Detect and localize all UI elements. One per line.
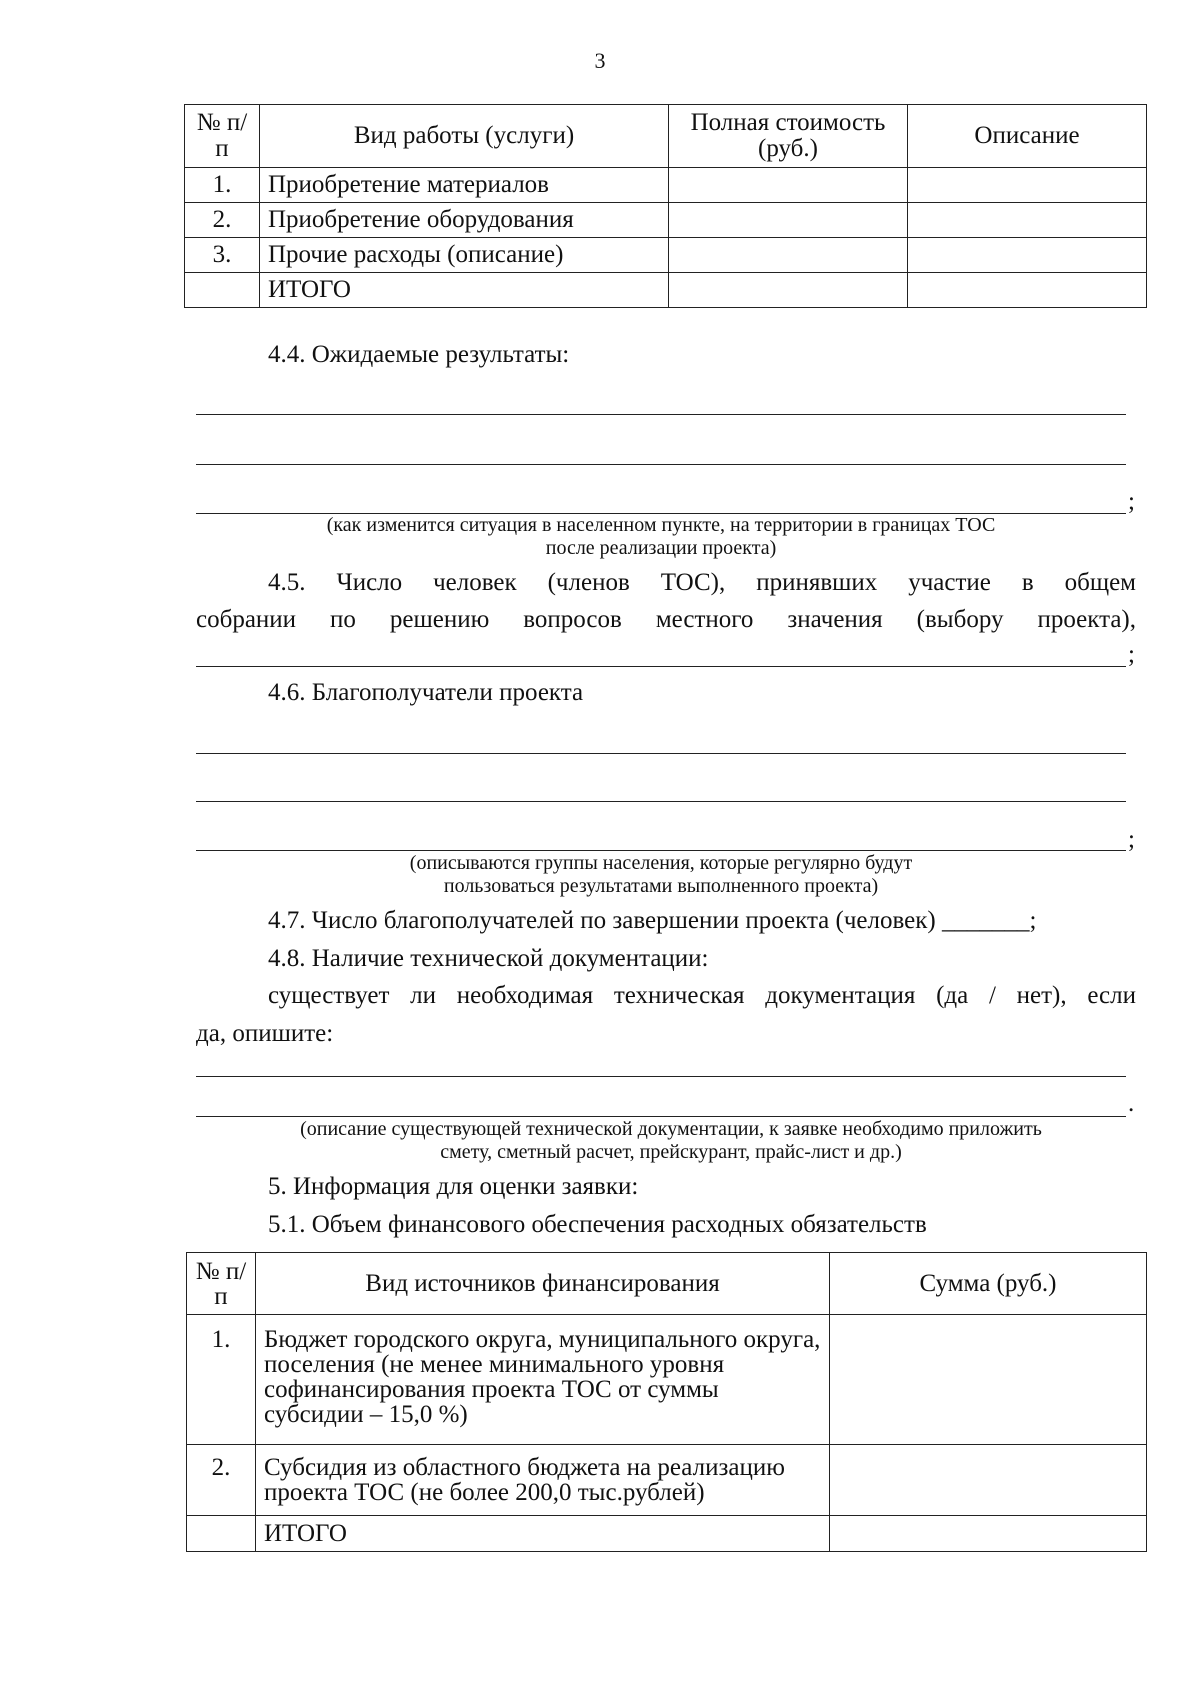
table-row bbox=[185, 238, 1147, 273]
description-cell[interactable] bbox=[908, 168, 1147, 203]
row-number bbox=[185, 273, 260, 308]
cost-cell[interactable] bbox=[669, 238, 908, 273]
total-cost-cell[interactable] bbox=[669, 273, 908, 308]
total-description-cell[interactable] bbox=[908, 273, 1147, 308]
row-label: Приобретение материалов bbox=[260, 168, 669, 203]
column-header-amount: Сумма (руб.) bbox=[830, 1253, 1147, 1315]
page-number: 3 bbox=[594, 48, 606, 73]
section-4-8-note bbox=[196, 1118, 1146, 1164]
amount-cell[interactable] bbox=[830, 1445, 1147, 1516]
fill-line[interactable] bbox=[196, 414, 1126, 415]
row-label: ИТОГО bbox=[260, 273, 669, 308]
table-row bbox=[187, 1315, 1147, 1445]
row-number: 2. bbox=[187, 1445, 256, 1516]
table-row bbox=[187, 1445, 1147, 1516]
section-4-8-line-1: существует ли необходимая техническая документация (да / нет), если bbox=[268, 982, 1136, 1009]
description-cell[interactable] bbox=[908, 238, 1147, 273]
column-header-description: Описание bbox=[908, 105, 1147, 168]
total-row bbox=[187, 1516, 1147, 1552]
note-line: (как изменится ситуация в населенном пункте, на территории в границах ТОС bbox=[326, 514, 996, 536]
note-line: пользоваться результатами выполненного проекта) bbox=[443, 875, 879, 897]
table-header-row bbox=[185, 105, 1147, 168]
row-number: 3. bbox=[185, 238, 260, 273]
note-line: после реализации проекта) bbox=[545, 537, 777, 559]
total-row bbox=[185, 273, 1147, 308]
description-cell[interactable] bbox=[908, 203, 1147, 238]
note-line: (описание существующей технической документации, к заявке необходимо приложить bbox=[300, 1118, 1042, 1140]
table-row bbox=[185, 203, 1147, 238]
fill-line[interactable] bbox=[196, 666, 1126, 667]
row-label: Приобретение оборудования bbox=[260, 203, 669, 238]
period: . bbox=[1128, 1090, 1135, 1117]
cost-cell[interactable] bbox=[669, 168, 908, 203]
note-line: (описываются группы населения, которые регулярно будут bbox=[409, 852, 913, 874]
section-4-5-line-2: собрании по решению вопросов местного значения (выбору проекта), bbox=[196, 606, 1136, 633]
fill-line[interactable] bbox=[196, 464, 1126, 465]
column-header-full-cost: Полная стоимость (руб.) bbox=[669, 105, 908, 168]
financing-sources-table bbox=[186, 1252, 1147, 1552]
semicolon: ; bbox=[1128, 488, 1135, 515]
row-label: Прочие расходы (описание) bbox=[260, 238, 669, 273]
amount-cell[interactable] bbox=[830, 1315, 1147, 1445]
row-label: ИТОГО bbox=[256, 1516, 830, 1552]
section-5-heading: 5. Информация для оценки заявки: bbox=[268, 1173, 639, 1200]
section-4-4-heading: 4.4. Ожидаемые результаты: bbox=[268, 341, 570, 368]
row-label: Бюджет городского округа, муниципального округа, поселения (не менее минимального уровня софинансирования проекта ТОС от суммы субсидии – 15,0 %) bbox=[256, 1315, 830, 1445]
column-header-number: № п/п bbox=[185, 105, 260, 168]
semicolon: ; bbox=[1128, 826, 1135, 853]
row-label: Субсидия из областного бюджета на реализацию проекта ТОС (не более 200,0 тыс.рублей) bbox=[256, 1445, 830, 1516]
fill-line[interactable] bbox=[196, 801, 1126, 802]
table-header-row bbox=[187, 1253, 1147, 1315]
column-header-work-type: Вид работы (услуги) bbox=[260, 105, 669, 168]
row-number: 1. bbox=[185, 168, 260, 203]
works-cost-table bbox=[184, 104, 1147, 308]
table-row bbox=[185, 168, 1147, 203]
section-4-6-note bbox=[196, 852, 1126, 898]
cost-cell[interactable] bbox=[669, 203, 908, 238]
section-4-6-heading: 4.6. Благополучатели проекта bbox=[268, 679, 584, 706]
fill-line[interactable] bbox=[196, 753, 1126, 754]
semicolon: ; bbox=[1128, 641, 1135, 668]
section-4-5-line-1: 4.5. Число человек (членов ТОС), принявших участие в общем bbox=[268, 569, 1136, 596]
fill-line[interactable] bbox=[196, 1116, 1126, 1117]
section-4-4-note bbox=[196, 514, 1126, 560]
row-number: 1. bbox=[187, 1315, 256, 1445]
fill-line[interactable] bbox=[196, 850, 1126, 851]
row-number: 2. bbox=[185, 203, 260, 238]
row-number bbox=[187, 1516, 256, 1552]
section-5-1-heading: 5.1. Объем финансового обеспечения расходных обязательств bbox=[268, 1211, 927, 1238]
section-4-8-heading: 4.8. Наличие технической документации: bbox=[268, 945, 709, 972]
fill-line[interactable] bbox=[196, 1076, 1126, 1077]
column-header-number: № п/п bbox=[187, 1253, 256, 1315]
column-header-source-type: Вид источников финансирования bbox=[256, 1253, 830, 1315]
note-line: смету, сметный расчет, прейскурант, прайс-лист и др.) bbox=[440, 1141, 902, 1163]
section-4-7-text: 4.7. Число благополучателей по завершении проекта (человек) _______; bbox=[268, 907, 1037, 934]
total-amount-cell[interactable] bbox=[830, 1516, 1147, 1552]
section-4-8-line-2: да, опишите: bbox=[196, 1020, 334, 1047]
